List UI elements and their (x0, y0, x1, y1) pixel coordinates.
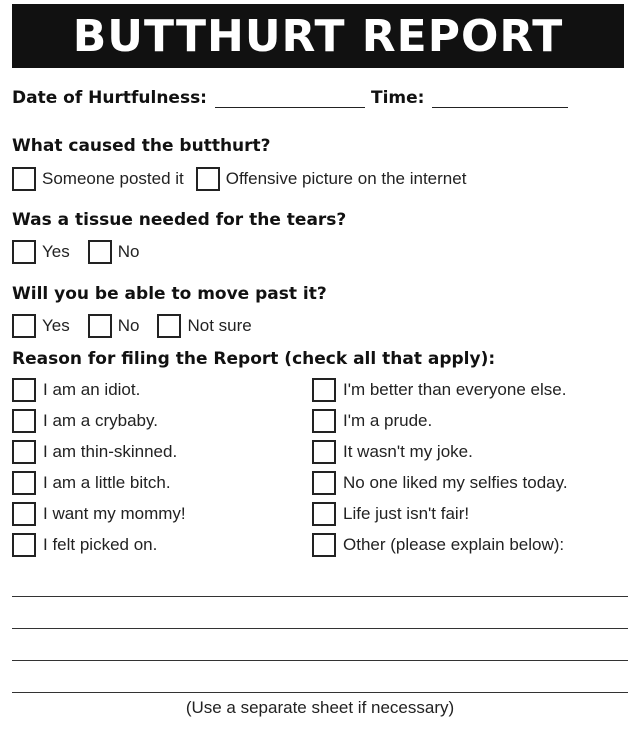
q3-question: Will you be able to move past it? (12, 284, 327, 304)
reasons-question: Reason for filing the Report (check all that apply): (12, 349, 496, 369)
reason-label: I'm better than everyone else. (343, 379, 567, 399)
reason-item[interactable] (312, 374, 568, 405)
explanation-line[interactable] (12, 596, 628, 597)
q3-options (12, 314, 264, 338)
reason-item[interactable] (312, 405, 568, 436)
reason-label: Life just isn't fair! (343, 503, 470, 523)
q1-question: What caused the butthurt? (12, 136, 271, 156)
checkbox[interactable] (12, 240, 36, 264)
checkbox[interactable] (12, 471, 36, 495)
option-label: No (117, 316, 140, 335)
q3-option-no[interactable] (88, 314, 140, 338)
checkbox[interactable] (312, 471, 336, 495)
checkbox[interactable] (312, 440, 336, 464)
time-field[interactable] (432, 89, 568, 108)
checkbox[interactable] (312, 409, 336, 433)
reason-label: Other (please explain below): (343, 534, 565, 554)
q1-option-someone-posted[interactable] (12, 167, 184, 191)
reason-item[interactable] (12, 374, 186, 405)
reason-label: I want my mommy! (43, 503, 186, 523)
reasons-heading (12, 349, 495, 369)
explanation-line[interactable] (12, 660, 628, 661)
q2-question: Was a tissue needed for the tears? (12, 210, 347, 230)
checkbox[interactable] (157, 314, 181, 338)
reason-label: I felt picked on. (43, 534, 158, 554)
reason-item[interactable] (312, 498, 568, 529)
reason-label: I am an idiot. (43, 379, 141, 399)
checkbox[interactable] (88, 240, 112, 264)
option-label: Offensive picture on the internet (225, 169, 467, 188)
checkbox[interactable] (12, 409, 36, 433)
reason-item[interactable] (312, 529, 568, 560)
report-title: BUTTHURT REPORT (12, 4, 624, 68)
reason-item[interactable] (12, 529, 186, 560)
checkbox[interactable] (88, 314, 112, 338)
reason-label: I'm a prude. (343, 410, 433, 430)
q1-heading (12, 136, 271, 156)
date-label: Date of Hurtfulness: (12, 88, 207, 108)
option-label: No (117, 242, 140, 261)
q2-options (12, 240, 151, 264)
q3-heading (12, 284, 327, 304)
explanation-line[interactable] (12, 628, 628, 629)
reason-item[interactable] (12, 498, 186, 529)
checkbox[interactable] (312, 502, 336, 526)
date-time-row (12, 88, 574, 108)
reason-item[interactable] (12, 436, 186, 467)
reason-label: I am a little bitch. (43, 472, 171, 492)
checkbox[interactable] (12, 378, 36, 402)
q2-option-yes[interactable] (12, 240, 70, 264)
footnote: (Use a separate sheet if necessary) (185, 698, 455, 717)
q2-option-no[interactable] (88, 240, 140, 264)
reasons-right-column (312, 374, 568, 560)
checkbox[interactable] (312, 533, 336, 557)
reason-item[interactable] (12, 405, 186, 436)
reason-item[interactable] (12, 467, 186, 498)
checkbox[interactable] (12, 167, 36, 191)
reason-label: I am a crybaby. (43, 410, 158, 430)
option-label: Not sure (187, 316, 252, 335)
reasons-left-column (12, 374, 186, 560)
q1-option-offensive-picture[interactable] (196, 167, 467, 191)
explanation-line[interactable] (12, 692, 628, 693)
date-field[interactable] (215, 89, 365, 108)
checkbox[interactable] (196, 167, 220, 191)
q2-heading (12, 210, 346, 230)
option-label: Yes (42, 316, 70, 335)
reason-label: I am thin-skinned. (43, 441, 178, 461)
checkbox[interactable] (312, 378, 336, 402)
option-label: Yes (42, 242, 70, 261)
checkbox[interactable] (12, 314, 36, 338)
reason-item[interactable] (312, 467, 568, 498)
option-label: Someone posted it (42, 169, 184, 188)
reason-item[interactable] (312, 436, 568, 467)
q3-option-not-sure[interactable] (157, 314, 251, 338)
reason-label: No one liked my selfies today. (343, 472, 568, 492)
checkbox[interactable] (12, 533, 36, 557)
reason-label: It wasn't my joke. (343, 441, 473, 461)
checkbox[interactable] (12, 440, 36, 464)
q3-option-yes[interactable] (12, 314, 70, 338)
q1-options (12, 167, 478, 191)
time-label: Time: (371, 88, 425, 108)
checkbox[interactable] (12, 502, 36, 526)
